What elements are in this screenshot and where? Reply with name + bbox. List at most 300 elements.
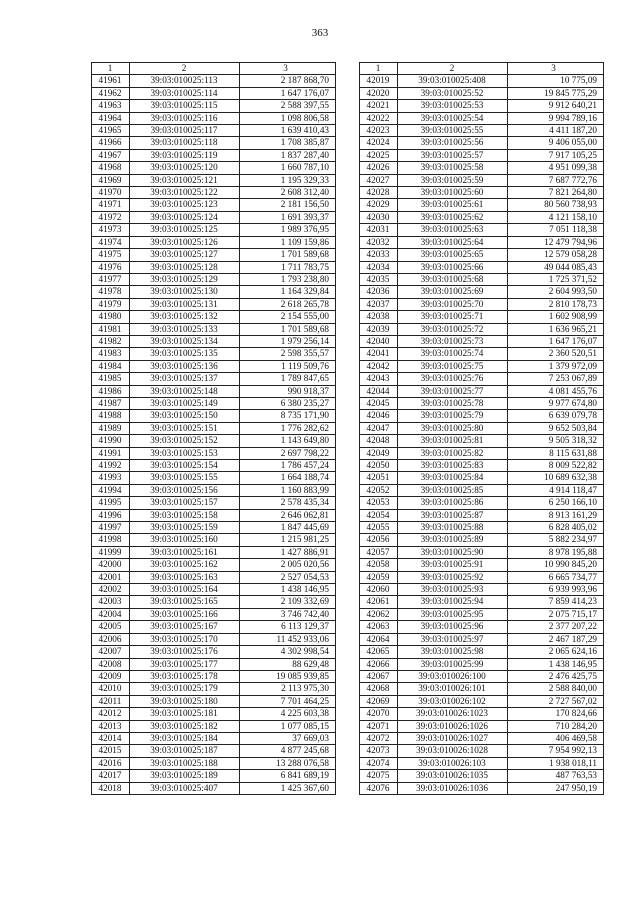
cadastral-value: 4 877 245,68 [240, 745, 336, 757]
table-row [360, 87, 604, 99]
cadastral-number: 39:03:010025:75 [398, 360, 508, 372]
row-number: 41988 [92, 410, 130, 422]
row-number: 41990 [92, 435, 130, 447]
table-row [92, 522, 336, 534]
table-row [360, 720, 604, 732]
table-row [92, 199, 336, 211]
row-number: 41982 [92, 335, 130, 347]
cadastral-number: 39:03:010025:88 [398, 522, 508, 534]
table-row [92, 298, 336, 310]
row-number: 42009 [92, 670, 130, 682]
row-number: 42037 [360, 298, 398, 310]
table-row [360, 770, 604, 782]
cadastral-value: 2 608 312,40 [240, 187, 336, 199]
cadastral-value: 1 776 282,62 [240, 422, 336, 434]
row-number: 42035 [360, 273, 398, 285]
row-number: 42076 [360, 782, 398, 794]
cadastral-number: 39:03:010025:188 [130, 757, 240, 769]
table-row [92, 460, 336, 472]
cadastral-value: 6 828 405,02 [508, 522, 604, 534]
row-number: 42058 [360, 559, 398, 571]
cadastral-value: 487 763,53 [508, 770, 604, 782]
cadastral-value: 1 425 367,60 [240, 782, 336, 794]
cadastral-number: 39:03:010025:73 [398, 335, 508, 347]
cadastral-value: 170 824,66 [508, 708, 604, 720]
cadastral-number: 39:03:010025:68 [398, 273, 508, 285]
row-number: 41973 [92, 224, 130, 236]
table-row [360, 348, 604, 360]
cadastral-number: 39:03:010025:56 [398, 137, 508, 149]
cadastral-number: 39:03:010025:99 [398, 658, 508, 670]
table-row [92, 112, 336, 124]
table-row [360, 385, 604, 397]
row-number: 41961 [92, 75, 130, 87]
cadastral-number: 39:03:010025:133 [130, 323, 240, 335]
cadastral-number: 39:03:010025:59 [398, 174, 508, 186]
row-number: 42071 [360, 720, 398, 732]
cadastral-value: 1 664 188,74 [240, 472, 336, 484]
cadastral-value: 1 195 329,33 [240, 174, 336, 186]
cadastral-value: 1 708 385,87 [240, 137, 336, 149]
row-number: 42031 [360, 224, 398, 236]
table-row [92, 509, 336, 521]
cadastral-value: 710 284,20 [508, 720, 604, 732]
cadastral-number: 39:03:010025:189 [130, 770, 240, 782]
cadastral-value: 80 560 738,93 [508, 199, 604, 211]
table-row [360, 286, 604, 298]
cadastral-number: 39:03:010025:76 [398, 373, 508, 385]
table-row [360, 732, 604, 744]
cadastral-value: 12 479 794,96 [508, 236, 604, 248]
table-row [360, 608, 604, 620]
row-number: 41993 [92, 472, 130, 484]
row-number: 42059 [360, 571, 398, 583]
cadastral-number: 39:03:010025:170 [130, 633, 240, 645]
column-header: 2 [130, 63, 240, 75]
cadastral-value: 2 598 355,57 [240, 348, 336, 360]
cadastral-number: 39:03:010025:124 [130, 211, 240, 223]
cadastral-value: 1 098 806,58 [240, 112, 336, 124]
row-number: 42069 [360, 695, 398, 707]
cadastral-value: 1 215 981,25 [240, 534, 336, 546]
cadastral-number: 39:03:010025:132 [130, 311, 240, 323]
cadastral-value: 6 665 734,77 [508, 571, 604, 583]
table-row [92, 87, 336, 99]
cadastral-value: 1 660 787,10 [240, 162, 336, 174]
cadastral-number: 39:03:010025:125 [130, 224, 240, 236]
row-number: 41976 [92, 261, 130, 273]
row-number: 41999 [92, 546, 130, 558]
cadastral-value: 1 119 509,76 [240, 360, 336, 372]
row-number: 42003 [92, 596, 130, 608]
cadastral-value: 4 914 118,47 [508, 484, 604, 496]
cadastral-number: 39:03:010025:179 [130, 683, 240, 695]
row-number: 41971 [92, 199, 130, 211]
row-number: 41962 [92, 87, 130, 99]
cadastral-number: 39:03:010025:71 [398, 311, 508, 323]
row-number: 42073 [360, 745, 398, 757]
row-number: 42017 [92, 770, 130, 782]
table-row [92, 174, 336, 186]
cadastral-number: 39:03:010025:82 [398, 447, 508, 459]
row-number: 41974 [92, 236, 130, 248]
table-row [360, 633, 604, 645]
table-row [360, 435, 604, 447]
cadastral-value: 1 438 146,95 [240, 584, 336, 596]
table-row [360, 646, 604, 658]
table-row [92, 447, 336, 459]
cadastral-number: 39:03:010025:131 [130, 298, 240, 310]
row-number: 42036 [360, 286, 398, 298]
cadastral-number: 39:03:010025:98 [398, 646, 508, 658]
row-number: 42018 [92, 782, 130, 794]
cadastral-number: 39:03:010025:57 [398, 149, 508, 161]
row-number: 42047 [360, 422, 398, 434]
page-number: 363 [311, 27, 329, 39]
cadastral-number: 39:03:010025:121 [130, 174, 240, 186]
cadastral-value: 6 939 993,96 [508, 584, 604, 596]
cadastral-value: 2 181 156,50 [240, 199, 336, 211]
row-number: 41975 [92, 249, 130, 261]
table-row [92, 360, 336, 372]
table-row [360, 100, 604, 112]
row-number: 42048 [360, 435, 398, 447]
table-row [92, 720, 336, 732]
row-number: 42027 [360, 174, 398, 186]
row-number: 42004 [92, 608, 130, 620]
cadastral-number: 39:03:010026:1035 [398, 770, 508, 782]
table-row [92, 149, 336, 161]
column-header: 1 [360, 63, 398, 75]
row-number: 42015 [92, 745, 130, 757]
table-row [92, 236, 336, 248]
table-row [360, 472, 604, 484]
table-row [92, 658, 336, 670]
cadastral-value: 2 187 868,70 [240, 75, 336, 87]
cadastral-number: 39:03:010025:65 [398, 249, 508, 261]
cadastral-value: 4 951 099,38 [508, 162, 604, 174]
cadastral-number: 39:03:010025:157 [130, 497, 240, 509]
table-row [360, 137, 604, 149]
cadastral-value: 4 411 187,20 [508, 125, 604, 137]
cadastral-value: 1 647 176,07 [240, 87, 336, 99]
cadastral-number: 39:03:010025:83 [398, 460, 508, 472]
row-number: 42002 [92, 584, 130, 596]
cadastral-number: 39:03:010025:95 [398, 608, 508, 620]
row-number: 41967 [92, 149, 130, 161]
table-row [92, 683, 336, 695]
cadastral-number: 39:03:010025:408 [398, 75, 508, 87]
column-header: 3 [508, 63, 604, 75]
cadastral-value: 1 989 376,95 [240, 224, 336, 236]
table-row [92, 484, 336, 496]
table-row [92, 708, 336, 720]
table-row [360, 422, 604, 434]
row-number: 42033 [360, 249, 398, 261]
cadastral-number: 39:03:010025:81 [398, 435, 508, 447]
cadastral-number: 39:03:010025:118 [130, 137, 240, 149]
row-number: 41979 [92, 298, 130, 310]
cadastral-number: 39:03:010025:137 [130, 373, 240, 385]
cadastral-number: 39:03:010025:58 [398, 162, 508, 174]
row-number: 41963 [92, 100, 130, 112]
cadastral-number: 39:03:010025:63 [398, 224, 508, 236]
row-number: 42026 [360, 162, 398, 174]
table-row [92, 385, 336, 397]
row-number: 42057 [360, 546, 398, 558]
row-number: 42055 [360, 522, 398, 534]
cadastral-value: 6 841 689,19 [240, 770, 336, 782]
table-row [360, 323, 604, 335]
cadastral-number: 39:03:010025:117 [130, 125, 240, 137]
row-number: 42028 [360, 187, 398, 199]
row-number: 41995 [92, 497, 130, 509]
cadastral-value: 6 380 235,27 [240, 397, 336, 409]
cadastral-number: 39:03:010025:66 [398, 261, 508, 273]
row-number: 42039 [360, 323, 398, 335]
table-row [92, 410, 336, 422]
row-number: 42034 [360, 261, 398, 273]
cadastral-value: 13 288 076,58 [240, 757, 336, 769]
table-row [92, 546, 336, 558]
cadastral-number: 39:03:010025:127 [130, 249, 240, 261]
cadastral-number: 39:03:010025:154 [130, 460, 240, 472]
cadastral-value: 2 527 054,53 [240, 571, 336, 583]
cadastral-value: 6 639 079,78 [508, 410, 604, 422]
cadastral-number: 39:03:010025:164 [130, 584, 240, 596]
row-number: 42070 [360, 708, 398, 720]
table-row [92, 125, 336, 137]
table-row [92, 608, 336, 620]
table-row [92, 373, 336, 385]
table-row [360, 224, 604, 236]
cadastral-number: 39:03:010025:78 [398, 397, 508, 409]
cadastral-number: 39:03:010025:94 [398, 596, 508, 608]
row-number: 42040 [360, 335, 398, 347]
cadastral-number: 39:03:010025:116 [130, 112, 240, 124]
cadastral-number: 39:03:010026:100 [398, 670, 508, 682]
cadastral-value: 19 085 939,85 [240, 670, 336, 682]
cadastral-value: 1 427 886,91 [240, 546, 336, 558]
cadastral-number: 39:03:010025:62 [398, 211, 508, 223]
row-number: 42068 [360, 683, 398, 695]
row-number: 42063 [360, 621, 398, 633]
table-row [360, 360, 604, 372]
table-row [360, 447, 604, 459]
cadastral-number: 39:03:010025:180 [130, 695, 240, 707]
table-row [360, 273, 604, 285]
cadastral-value: 2 727 567,02 [508, 695, 604, 707]
cadastral-number: 39:03:010025:159 [130, 522, 240, 534]
cadastral-value: 4 081 455,76 [508, 385, 604, 397]
cadastral-number: 39:03:010025:177 [130, 658, 240, 670]
cadastral-number: 39:03:010025:165 [130, 596, 240, 608]
row-number: 42062 [360, 608, 398, 620]
cadastral-number: 39:03:010025:90 [398, 546, 508, 558]
cadastral-value: 2 113 975,30 [240, 683, 336, 695]
cadastral-number: 39:03:010026:1026 [398, 720, 508, 732]
cadastral-number: 39:03:010025:119 [130, 149, 240, 161]
cadastral-value: 10 689 632,38 [508, 472, 604, 484]
cadastral-number: 39:03:010025:52 [398, 87, 508, 99]
cadastral-number: 39:03:010025:55 [398, 125, 508, 137]
row-number: 42032 [360, 236, 398, 248]
row-number: 41985 [92, 373, 130, 385]
cadastral-number: 39:03:010025:166 [130, 608, 240, 620]
row-number: 41966 [92, 137, 130, 149]
cadastral-value: 2 467 187,29 [508, 633, 604, 645]
cadastral-number: 39:03:010026:103 [398, 757, 508, 769]
row-number: 42043 [360, 373, 398, 385]
cadastral-number: 39:03:010025:113 [130, 75, 240, 87]
table-row [92, 770, 336, 782]
table-row [360, 683, 604, 695]
cadastral-number: 39:03:010025:89 [398, 534, 508, 546]
cadastral-number: 39:03:010025:162 [130, 559, 240, 571]
cadastral-number: 39:03:010025:123 [130, 199, 240, 211]
cadastral-value: 8 913 161,29 [508, 509, 604, 521]
cadastral-number: 39:03:010025:129 [130, 273, 240, 285]
cadastral-number: 39:03:010025:187 [130, 745, 240, 757]
table-row [360, 559, 604, 571]
row-number: 41968 [92, 162, 130, 174]
row-number: 42075 [360, 770, 398, 782]
table-row [92, 745, 336, 757]
column-header: 3 [240, 63, 336, 75]
row-number: 41969 [92, 174, 130, 186]
table-row [92, 732, 336, 744]
row-number: 42064 [360, 633, 398, 645]
table-row [360, 112, 604, 124]
row-number: 41994 [92, 484, 130, 496]
cadastral-value: 7 917 105,25 [508, 149, 604, 161]
table-row [92, 323, 336, 335]
table-row [92, 571, 336, 583]
cadastral-value: 5 882 234,97 [508, 534, 604, 546]
table-row [360, 708, 604, 720]
table-row [360, 658, 604, 670]
table-row [92, 100, 336, 112]
table-row [360, 621, 604, 633]
cadastral-value: 4 225 603,38 [240, 708, 336, 720]
cadastral-value: 10 990 845,20 [508, 559, 604, 571]
table-row [360, 410, 604, 422]
row-number: 42067 [360, 670, 398, 682]
cadastral-value: 4 121 158,10 [508, 211, 604, 223]
row-number: 42016 [92, 757, 130, 769]
cadastral-number: 39:03:010026:1027 [398, 732, 508, 744]
cadastral-value: 2 065 624,16 [508, 646, 604, 658]
cadastral-number: 39:03:010025:182 [130, 720, 240, 732]
table-row [360, 745, 604, 757]
table-row [92, 211, 336, 223]
row-number: 41987 [92, 397, 130, 409]
table-row [92, 311, 336, 323]
table-row [360, 497, 604, 509]
row-number: 41986 [92, 385, 130, 397]
cadastral-value: 8 735 171,90 [240, 410, 336, 422]
cadastral-value: 1 701 589,68 [240, 249, 336, 261]
table-row [92, 646, 336, 658]
table-row [92, 559, 336, 571]
cadastral-value: 9 505 318,32 [508, 435, 604, 447]
cadastral-number: 39:03:010025:130 [130, 286, 240, 298]
row-number: 42011 [92, 695, 130, 707]
row-number: 42041 [360, 348, 398, 360]
table-row [360, 522, 604, 534]
registry-table-left [91, 62, 336, 795]
table-row [360, 596, 604, 608]
cadastral-number: 39:03:010026:1036 [398, 782, 508, 794]
cadastral-value: 7 701 464,25 [240, 695, 336, 707]
cadastral-value: 2 109 332,69 [240, 596, 336, 608]
cadastral-number: 39:03:010025:120 [130, 162, 240, 174]
cadastral-value: 247 950,19 [508, 782, 604, 794]
table-row [360, 757, 604, 769]
table-row [360, 199, 604, 211]
cadastral-number: 39:03:010025:64 [398, 236, 508, 248]
row-number: 42023 [360, 125, 398, 137]
row-number: 42001 [92, 571, 130, 583]
table-row [360, 460, 604, 472]
table-row [92, 757, 336, 769]
cadastral-value: 2 618 265,78 [240, 298, 336, 310]
row-number: 42053 [360, 497, 398, 509]
column-header: 1 [92, 63, 130, 75]
table-row [92, 621, 336, 633]
cadastral-value: 1 636 965,21 [508, 323, 604, 335]
cadastral-value: 1 109 159,86 [240, 236, 336, 248]
cadastral-value: 1 701 589,68 [240, 323, 336, 335]
cadastral-number: 39:03:010025:151 [130, 422, 240, 434]
row-number: 42038 [360, 311, 398, 323]
table-row [92, 224, 336, 236]
table-row [360, 782, 604, 794]
row-number: 41991 [92, 447, 130, 459]
cadastral-value: 9 912 640,21 [508, 100, 604, 112]
table-row [92, 584, 336, 596]
row-number: 42051 [360, 472, 398, 484]
table-row [360, 670, 604, 682]
table-row [360, 298, 604, 310]
cadastral-number: 39:03:010025:176 [130, 646, 240, 658]
cadastral-value: 8 978 195,88 [508, 546, 604, 558]
cadastral-value: 1 711 783,75 [240, 261, 336, 273]
cadastral-number: 39:03:010025:161 [130, 546, 240, 558]
cadastral-number: 39:03:010025:134 [130, 335, 240, 347]
table-row [92, 497, 336, 509]
cadastral-value: 2 646 062,81 [240, 509, 336, 521]
cadastral-number: 39:03:010025:152 [130, 435, 240, 447]
cadastral-value: 2 005 020,56 [240, 559, 336, 571]
row-number: 42061 [360, 596, 398, 608]
cadastral-value: 2 075 715,17 [508, 608, 604, 620]
cadastral-value: 2 697 798,22 [240, 447, 336, 459]
table-row [360, 509, 604, 521]
cadastral-value: 1 143 649,80 [240, 435, 336, 447]
row-number: 42030 [360, 211, 398, 223]
cadastral-number: 39:03:010025:61 [398, 199, 508, 211]
cadastral-value: 10 775,09 [508, 75, 604, 87]
cadastral-value: 12 579 058,28 [508, 249, 604, 261]
cadastral-value: 1 160 883,99 [240, 484, 336, 496]
cadastral-number: 39:03:010025:97 [398, 633, 508, 645]
row-number: 42060 [360, 584, 398, 596]
table-row [92, 162, 336, 174]
table-row [92, 348, 336, 360]
table-row [360, 484, 604, 496]
table-row [92, 397, 336, 409]
